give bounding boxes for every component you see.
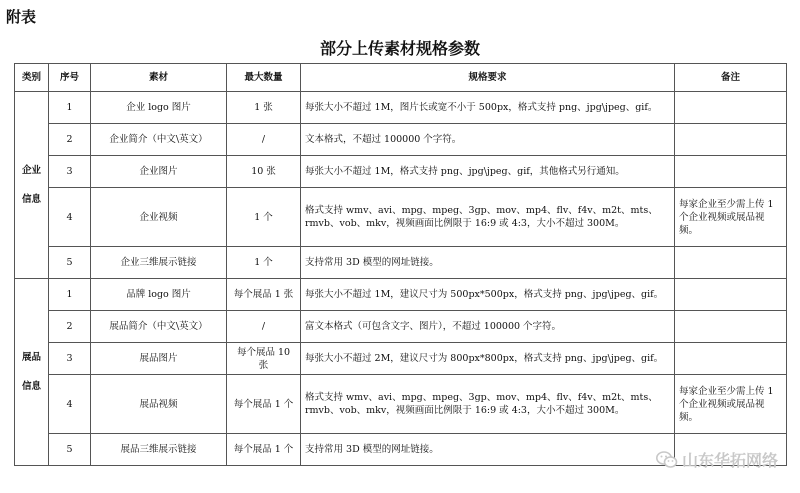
table-header-row [15, 64, 787, 92]
header-material: 素材 [91, 64, 227, 92]
requirement-text: 每张大小不超过 1M，格式支持 png、jpg\jpeg、gif，其他格式另行通知。 [301, 156, 675, 188]
material-name: 品牌 logo 图片 [91, 279, 227, 311]
wechat-icon [656, 451, 678, 469]
max-quantity: 每个展品 1 张 [227, 279, 301, 311]
appendix-label: 附表 [6, 8, 37, 26]
requirement-text: 文本格式，不超过 100000 个字符。 [301, 124, 675, 156]
header-notes: 备注 [675, 64, 787, 92]
note-text [675, 311, 787, 343]
material-name: 企业三维展示链接 [91, 247, 227, 279]
max-quantity: 1 张 [227, 92, 301, 124]
material-name: 企业视频 [91, 188, 227, 247]
max-quantity: 每个展品 1 个 [227, 434, 301, 466]
requirement-text: 格式支持 wmv、avi、mpg、mpeg、3gp、mov、mp4、flv、f4v、m2t、mts、rmvb、vob、mkv，视频画面比例限于 16:9 或 4:3，大小不超过 300M。 [301, 375, 675, 434]
category-label: 信息 [21, 381, 41, 392]
row-number: 5 [49, 434, 91, 466]
category-cell-exhibit [15, 279, 49, 466]
category-label: 展品 [21, 352, 41, 363]
max-quantity: 10 张 [227, 156, 301, 188]
requirement-text: 格式支持 wmv、avi、mpg、mpeg、3gp、mov、mp4、flv、f4v、m2t、mts、rmvb、vob、mkv，视频画面比例限于 16:9 或 4:3，大小不超过 300M。 [301, 188, 675, 247]
max-quantity: 每个展品 1 个 [227, 375, 301, 434]
requirement-text: 每张大小不超过 1M，建议尺寸为 500px*500px，格式支持 png、jpg\jpeg、gif。 [301, 279, 675, 311]
max-quantity: / [227, 124, 301, 156]
row-number: 3 [49, 156, 91, 188]
row-number: 4 [49, 375, 91, 434]
requirement-text: 每张大小不超过 2M，建议尺寸为 800px*800px，格式支持 png、jpg\jpeg、gif。 [301, 343, 675, 375]
spec-table [14, 63, 787, 466]
category-cell-company [15, 92, 49, 279]
table-row [15, 279, 787, 311]
row-number: 2 [49, 124, 91, 156]
note-text: 每家企业至少需上传 1 个企业视频或展品视频。 [675, 188, 787, 247]
row-number: 5 [49, 247, 91, 279]
watermark-text: 山东华拓网络 [681, 451, 778, 470]
material-name: 展品视频 [91, 375, 227, 434]
header-max-quantity: 最大数量 [227, 64, 301, 92]
max-quantity: / [227, 311, 301, 343]
row-number: 3 [49, 343, 91, 375]
note-text [675, 279, 787, 311]
page-title: 部分上传素材规格参数 [319, 39, 480, 58]
note-text: 每家企业至少需上传 1 个企业视频或展品视频。 [675, 375, 787, 434]
header-category: 类别 [15, 64, 49, 92]
table-row [15, 156, 787, 188]
material-name: 展品三维展示链接 [91, 434, 227, 466]
note-text [675, 343, 787, 375]
table-row [15, 92, 787, 124]
header-requirements: 规格要求 [301, 64, 675, 92]
category-label: 企业 [21, 165, 41, 176]
table-row [15, 311, 787, 343]
requirement-text: 每张大小不超过 1M，图片长或宽不小于 500px，格式支持 png、jpg\jpeg、gif。 [301, 92, 675, 124]
note-text [675, 92, 787, 124]
material-name: 企业简介（中文\英文） [91, 124, 227, 156]
material-name: 企业 logo 图片 [91, 92, 227, 124]
table-row [15, 343, 787, 375]
row-number: 1 [49, 92, 91, 124]
table-row [15, 188, 787, 247]
category-label: 信息 [21, 194, 41, 205]
table-row [15, 247, 787, 279]
requirement-text: 支持常用 3D 模型的网址链接。 [301, 247, 675, 279]
watermark [656, 448, 778, 471]
table-row [15, 375, 787, 434]
requirement-text: 富文本格式（可包含文字、图片），不超过 100000 个字符。 [301, 311, 675, 343]
max-quantity: 1 个 [227, 247, 301, 279]
table-row [15, 124, 787, 156]
material-name: 展品简介（中文\英文） [91, 311, 227, 343]
header-number: 序号 [49, 64, 91, 92]
material-name: 企业图片 [91, 156, 227, 188]
row-number: 1 [49, 279, 91, 311]
note-text [675, 247, 787, 279]
row-number: 2 [49, 311, 91, 343]
requirement-text: 支持常用 3D 模型的网址链接。 [301, 434, 675, 466]
max-quantity: 1 个 [227, 188, 301, 247]
note-text [675, 124, 787, 156]
max-quantity: 每个展品 10 张 [227, 343, 301, 375]
material-name: 展品图片 [91, 343, 227, 375]
row-number: 4 [49, 188, 91, 247]
note-text [675, 156, 787, 188]
